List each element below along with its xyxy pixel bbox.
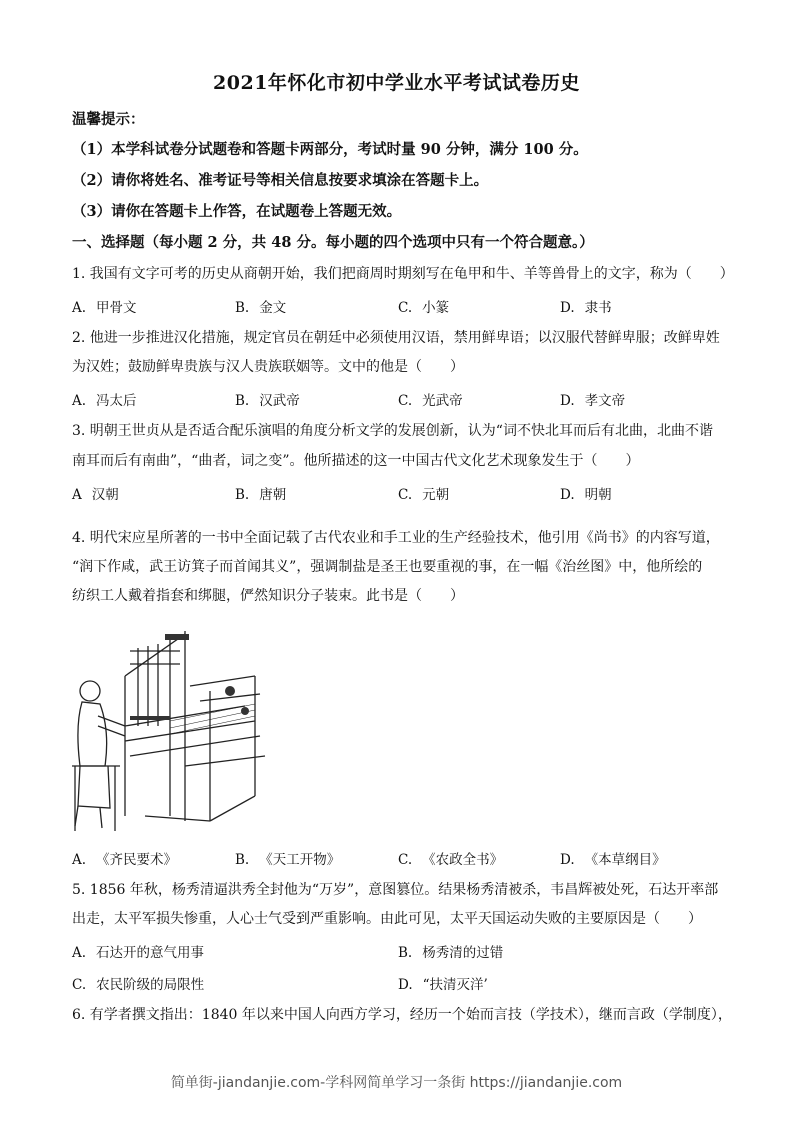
option-d: D. 隶书 — [560, 300, 612, 316]
question-4-text: “润下作咸，武王访箕子而首闻其义”，强调制盐是圣王也要重视的事，在一幅《治丝图》中，他所绘的 — [72, 559, 703, 575]
option-d: D. 明朝 — [560, 487, 612, 503]
question-1-text: 1. 我国有文字可考的历史从商朝开始，我们把商周时期刻写在龟甲和牛、羊等兽骨上的文字，称为（ ） — [72, 266, 734, 282]
option-d: D. 《本草纲目》 — [560, 852, 666, 868]
question-5-text: 5. 1856 年秋，杨秀清逼洪秀全封他为“万岁”，意图篡位。结果杨秀清被杀，韦昌辉被处死，石达开率部 — [72, 882, 719, 898]
option-c: C. 小篆 — [398, 300, 450, 316]
question-2-text: 2. 他进一步推进汉化措施，规定官员在朝廷中必须使用汉语，禁用鲜卑语；以汉服代替鲜卑服；改鲜卑姓 — [72, 330, 720, 346]
option-c: C. 农民阶级的局限性 — [72, 977, 205, 993]
option-a: A. 石达开的意气用事 — [72, 945, 205, 961]
question-5-options — [72, 941, 732, 961]
option-a: A. 冯太后 — [72, 393, 137, 409]
question-1-options — [72, 296, 732, 316]
option-b: B. 金文 — [235, 300, 287, 316]
option-d: D. 孝文帝 — [560, 393, 626, 409]
tip-item: （1）本学科试卷分试题卷和答题卡两部分，考试时量 90 分钟，满分 100 分。 — [72, 141, 588, 158]
tip-item: （3）请你在答题卡上作答，在试题卷上答题无效。 — [72, 203, 402, 220]
question-3-text: 3. 明朝王世贞从是否适合配乐演唱的角度分析文学的发展创新，认为“词不快北耳而后有北曲，北曲不谐 — [72, 423, 713, 439]
question-2-text: 为汉姓；鼓励鲜卑贵族与汉人贵族联姻等。文中的他是（ ） — [72, 359, 464, 375]
option-c: C. 光武帝 — [398, 393, 463, 409]
question-4-options — [72, 848, 732, 868]
option-d: D. “扶清灭洋’ — [398, 977, 488, 993]
option-c: C. 元朝 — [398, 487, 450, 503]
question-5-options — [72, 973, 732, 993]
page-title: 2021年怀化市初中学业水平考试试卷历史 — [213, 72, 580, 94]
question-3-options — [72, 483, 732, 503]
question-6-text: 6. 有学者撰文指出：1840 年以来中国人向西方学习，经历一个始而言技（学技术），继而言政（学制度）， — [72, 1007, 732, 1023]
silk-weaving-illustration — [70, 616, 270, 836]
option-a: A 汉朝 — [72, 487, 119, 503]
tips-heading: 温馨提示： — [72, 111, 145, 128]
tip-item: （2）请你将姓名、准考证号等相关信息按要求填涂在答题卡上。 — [72, 172, 489, 189]
question-4-text: 4. 明代宋应星所著的一书中全面记载了古代农业和手工业的生产经验技术，他引用《尚书》的内容写道， — [72, 530, 720, 546]
question-2-options — [72, 389, 732, 409]
question-4-text: 纺织工人戴着指套和绑腿，俨然知识分子装束。此书是（ ） — [72, 588, 464, 604]
question-3-text: 南耳而后有南曲”，“曲者，词之变”。他所描述的这一中国古代文化艺术现象发生于（ ） — [72, 453, 640, 469]
section-heading: 一、选择题（每小题 2 分，共 48 分。每小题的四个选项中只有一个符合题意。） — [72, 234, 594, 251]
option-b: B. 唐朝 — [235, 487, 287, 503]
option-a: A. 《齐民要术》 — [72, 852, 178, 868]
option-a: A. 甲骨文 — [72, 300, 137, 316]
option-b: B. 杨秀清的过错 — [398, 945, 504, 961]
question-5-text: 出走，太平军损失惨重，人心士气受到严重影响。由此可见，太平天国运动失败的主要原因是（ ） — [72, 911, 702, 927]
option-b: B. 汉武帝 — [235, 393, 300, 409]
site-footer: 简单街-jiandanjie.com-学科网简单学习一条街 https://jiandanjie.com — [170, 1075, 623, 1091]
option-c: C. 《农政全书》 — [398, 852, 504, 868]
option-b: B. 《天工开物》 — [235, 852, 341, 868]
